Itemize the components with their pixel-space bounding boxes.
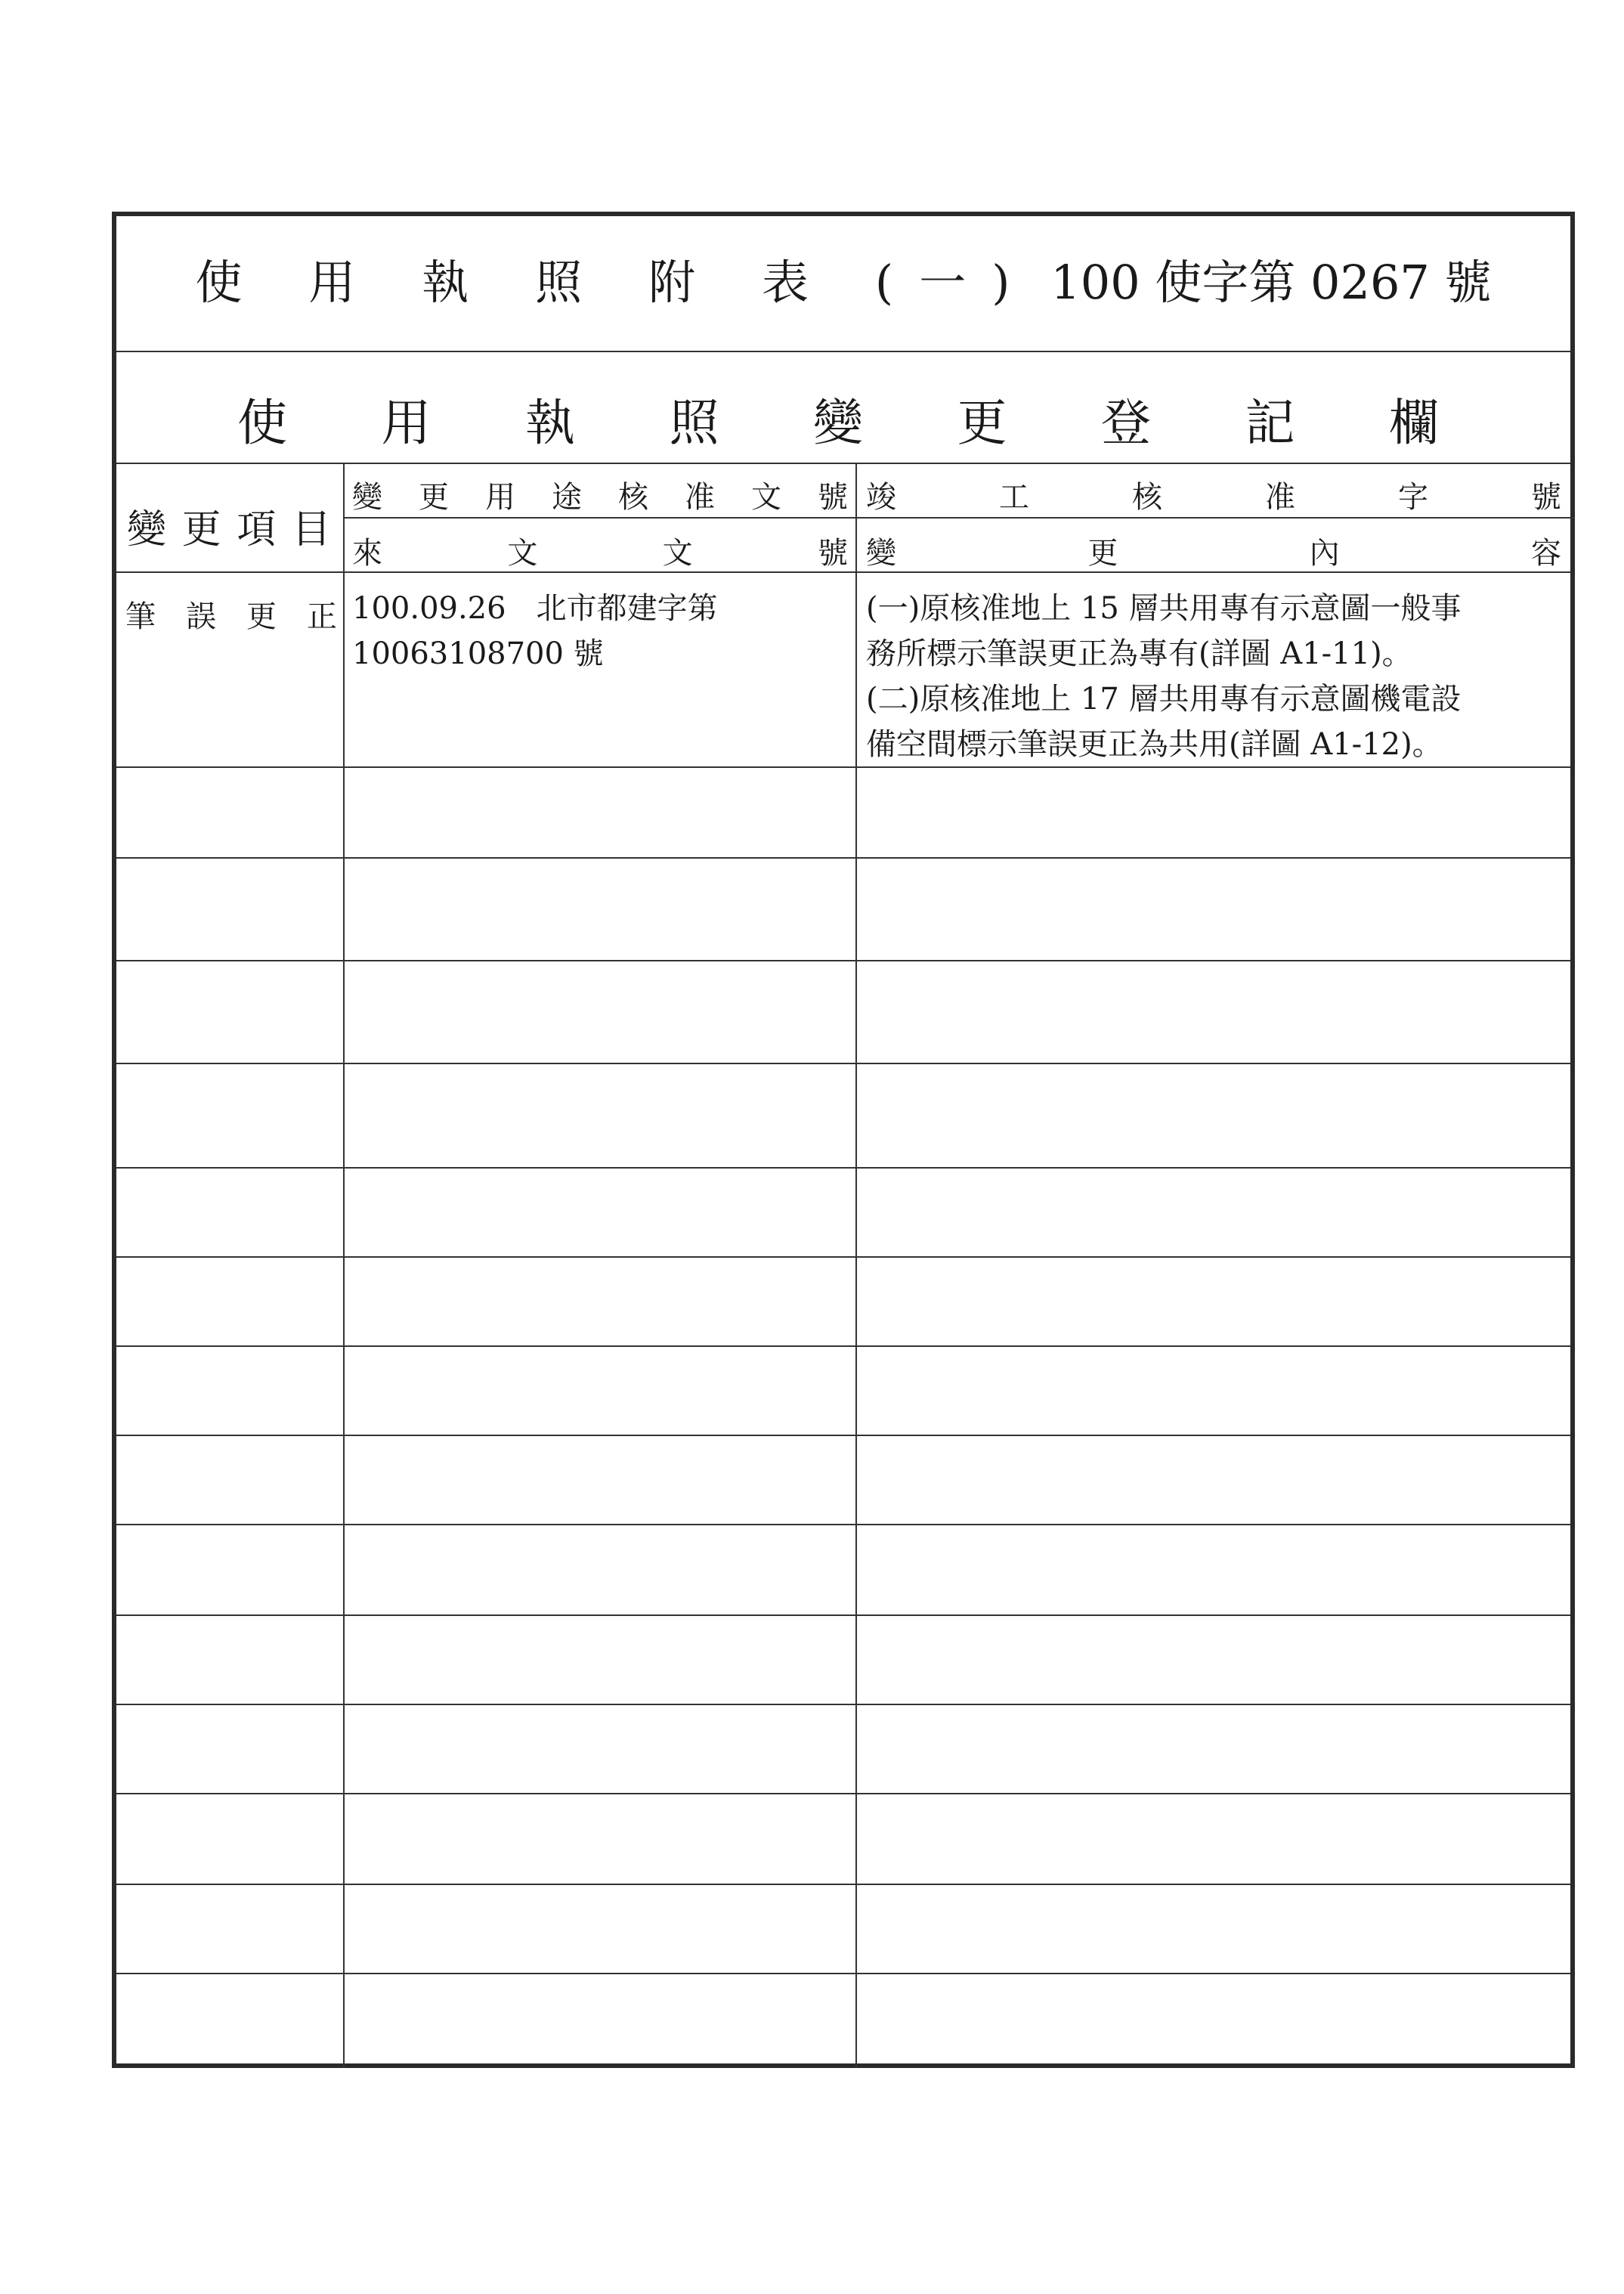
row1-content-line3: (二)原核准地上 17 層共用專有示意圖機電設 xyxy=(866,682,1462,717)
header-approval-doc-no-char: 變 xyxy=(352,480,382,515)
subtitle-char: 使 xyxy=(237,394,287,452)
header-completion-approval-no-char: 號 xyxy=(1531,480,1561,515)
header-completion-approval-no-char: 准 xyxy=(1265,480,1295,515)
divider-header xyxy=(116,571,1570,573)
title-left: 使 用 執 照 附 表 (一) xyxy=(195,255,1036,310)
row-divider xyxy=(116,1793,1570,1794)
row-divider xyxy=(116,1167,1570,1169)
row1-change-item-char: 更 xyxy=(246,599,277,634)
page-title xyxy=(116,245,1570,312)
header-completion-approval-no-char: 核 xyxy=(1132,480,1162,515)
column-divider-2 xyxy=(855,463,857,2068)
subtitle-char: 記 xyxy=(1245,394,1295,452)
subtitle-char: 登 xyxy=(1101,394,1151,452)
header-approval-doc-no-char: 文 xyxy=(751,480,781,515)
row1-doc-line2: 10063108700 號 xyxy=(352,636,604,671)
header-incoming-doc-no xyxy=(352,529,848,572)
row-divider xyxy=(116,1973,1570,1974)
subtitle xyxy=(237,382,1439,454)
header-change-content xyxy=(866,529,1561,572)
header-change-content-char: 容 xyxy=(1530,536,1561,571)
header-completion-approval-no-char: 竣 xyxy=(866,480,896,515)
row-divider xyxy=(116,1345,1570,1347)
divider-header-mid xyxy=(345,517,1575,519)
row-divider xyxy=(116,1063,1570,1064)
header-change-content-char: 內 xyxy=(1309,536,1340,571)
header-approval-doc-no-char: 更 xyxy=(419,480,449,515)
header-approval-doc-no-char: 核 xyxy=(618,480,648,515)
header-change-item xyxy=(127,497,331,554)
header-change-item-char: 項 xyxy=(237,507,277,553)
divider-title xyxy=(116,351,1570,352)
row-divider xyxy=(116,1704,1570,1705)
row-divider xyxy=(116,1884,1570,1885)
header-incoming-doc-no-char: 文 xyxy=(662,536,693,571)
header-completion-approval-no-char: 工 xyxy=(999,480,1029,515)
subtitle-char: 用 xyxy=(381,394,432,452)
divider-subtitle xyxy=(116,463,1570,464)
header-approval-doc-no-char: 用 xyxy=(485,480,515,515)
row1-content-line2: 務所標示筆誤更正為專有(詳圖 A1-11)。 xyxy=(866,636,1412,671)
subtitle-char: 變 xyxy=(813,394,863,452)
row1-doc-line1: 100.09.26 北市都建字第 xyxy=(352,591,718,626)
header-incoming-doc-no-char: 來 xyxy=(352,536,382,571)
registration-table xyxy=(112,212,1575,2068)
row-divider xyxy=(116,1435,1570,1436)
row-divider xyxy=(116,766,1570,768)
subtitle-char: 更 xyxy=(957,394,1007,452)
row-divider xyxy=(116,1524,1570,1525)
header-approval-doc-no-char: 號 xyxy=(818,480,848,515)
column-divider-1 xyxy=(343,463,345,2068)
header-approval-doc-no-char: 途 xyxy=(552,480,582,515)
row1-change-item xyxy=(125,593,337,636)
row-divider xyxy=(116,1256,1570,1258)
header-completion-approval-no xyxy=(866,473,1561,516)
row-divider xyxy=(116,960,1570,961)
subtitle-char: 執 xyxy=(525,394,575,452)
header-approval-doc-no xyxy=(352,473,848,516)
row-divider xyxy=(116,857,1570,859)
row1-content-line4: 備空間標示筆誤更正為共用(詳圖 A1-12)。 xyxy=(866,727,1443,762)
header-change-content-char: 變 xyxy=(866,536,896,571)
subtitle-char: 照 xyxy=(669,394,719,452)
row-divider xyxy=(116,1614,1570,1616)
title-right: 100 使字第 0267 號 xyxy=(1050,255,1492,310)
row1-content-line1: (一)原核准地上 15 層共用專有示意圖一般事 xyxy=(866,591,1462,626)
row1-change-item-char: 正 xyxy=(307,599,337,634)
row1-change-item-char: 誤 xyxy=(186,599,216,634)
header-incoming-doc-no-char: 文 xyxy=(507,536,538,571)
row1-change-item-char: 筆 xyxy=(125,599,156,634)
header-change-item-char: 目 xyxy=(291,507,331,553)
header-change-content-char: 更 xyxy=(1087,536,1118,571)
subtitle-char: 欄 xyxy=(1389,394,1439,452)
header-change-item-char: 變 xyxy=(127,507,167,553)
header-incoming-doc-no-char: 號 xyxy=(817,536,848,571)
header-change-item-char: 更 xyxy=(181,507,221,553)
header-approval-doc-no-char: 准 xyxy=(685,480,715,515)
header-completion-approval-no-char: 字 xyxy=(1398,480,1428,515)
